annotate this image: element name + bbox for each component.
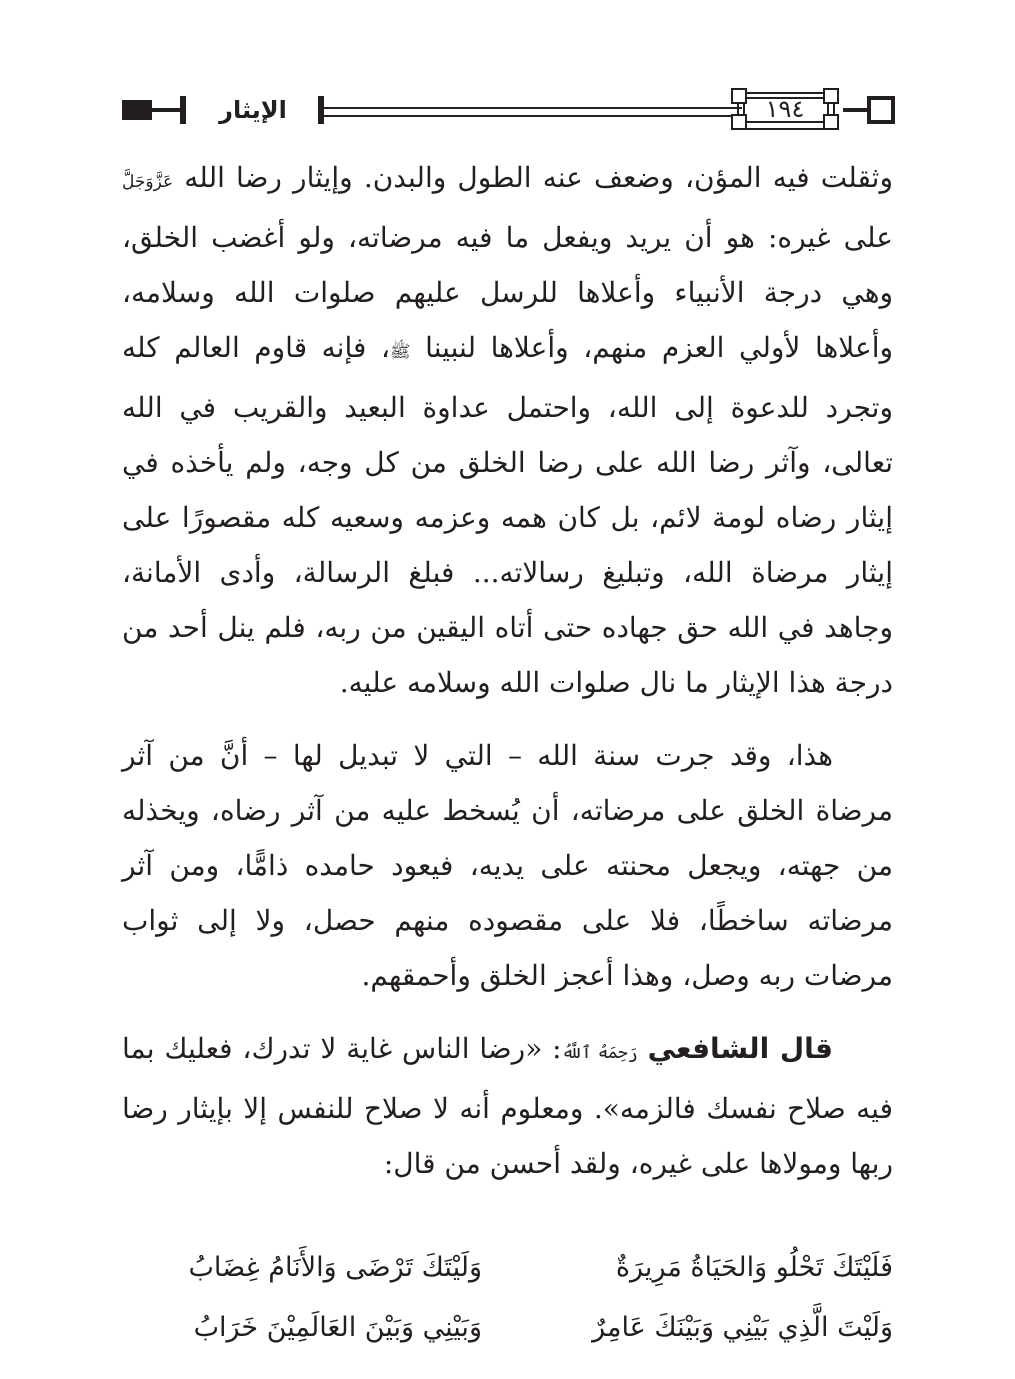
page-number-frame — [727, 92, 843, 128]
header-rule — [324, 107, 742, 117]
verse-line — [122, 1238, 893, 1298]
honorific: عَزَّوَجَلَّ — [122, 172, 174, 192]
paragraph: هذا، وقد جرت سنة الله – التي لا تبديل لها – أنَّ من آثر مرضاة الخلق على مرضاته، أن يُسخط عليه من آثر رضاه، ويخذله من جهته، ويجعل محنته على يديه، فيعود حامده ذامًّا، ومن آثر مرضاته ساخطًا، فلا على مقصوده منهم حصل، ولا إلى ثواب مرضات ربه وصل، وهذا أعجز الخلق وأحمقهم. — [122, 739, 893, 992]
page-body — [122, 150, 893, 1191]
verse-second-hemistich: وَبَيْنِي وَبَيْنَ العَالَمِيْنَ خَرَابُ — [193, 1312, 482, 1343]
page-number: ١٩٤ — [765, 95, 805, 123]
honorific: رَحِمَهُ ٱللَّهُ — [561, 1043, 638, 1063]
paragraph: وثقلت فيه المؤن، وضعف عنه الطول والبدن. وإيثار رضا الله عَزَّوَجَلَّ على غيره: هو أن يريد ويفعل ما فيه مرضاته، ولو أغضب الخلق، وهي درجة الأنبياء وأعلاها للرسل عليهم صلوات الله وسلامه، وأعلاها لأولي العزم منهم، وأعلاها لنبينا ﷺ، فإنه قاوم العالم كله وتجرد للدعوة إلى الله، واحتمل عداوة البعيد والقريب في الله تعالى، وآثر رضا الله على رضا الخلق من كل وجه، ولم يأخذه في إيثار رضاه لومة لائم، بل كان همه وعزمه وسعيه كله مقصورًا على إيثار مرضاة الله، وتبليغ رسالاته... فبلغ الرسالة، وأدى الأمانة، وجاهد في الله حق جهاده حتى أتاه اليقين من ربه، فلم ينل أحد من درجة هذا الإيثار ما نال صلوات الله وسلامه عليه. — [122, 161, 893, 699]
poem — [122, 1238, 893, 1358]
honorific: ﷺ — [390, 342, 411, 362]
paragraph: قال الشافعي رَحِمَهُ ٱللَّهُ: «رضا الناس غاية لا تدرك، فعليك بما فيه صلاح نفسك فالزمه». ومعلوم أنه لا صلاح للنفس إلا بإيثار رضا ربها ومولاها على غيره، ولقد أحسن من قال: — [122, 1032, 893, 1180]
header-ornament-square — [867, 96, 895, 124]
header-ornament-line — [152, 108, 180, 112]
header-ornament-line — [843, 108, 867, 112]
verse-first-hemistich: وَلَيْتَ الَّذِي بَيْنِي وَبَيْنَكَ عَامِرٌ — [592, 1312, 893, 1343]
running-title: الإيثار — [219, 96, 287, 124]
quoted-scholar: قال الشافعي — [647, 1032, 834, 1065]
verse-second-hemistich: وَلَيْتَكَ تَرْضَى وَالأَنَامُ غِضَابُ — [188, 1252, 482, 1283]
verse-first-hemistich: فَلَيْتَكَ تَحْلُو وَالحَيَاةُ مَرِيرَةٌ — [615, 1252, 893, 1283]
header-ornament-bar — [180, 96, 186, 124]
page-header — [122, 92, 895, 138]
header-ornament-block — [122, 100, 152, 120]
verse-line — [122, 1298, 893, 1358]
